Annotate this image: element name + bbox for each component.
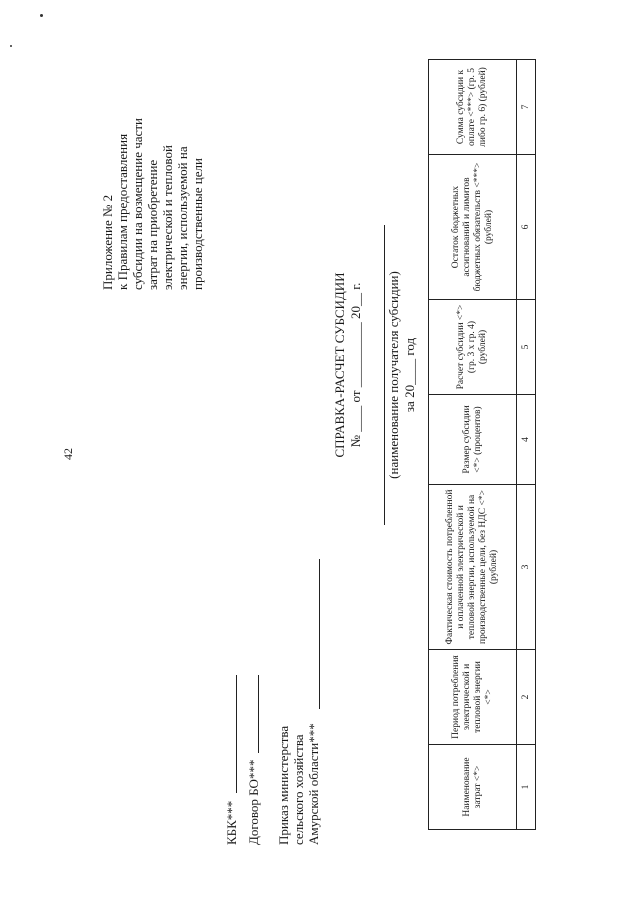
appendix-line: к Правилам предоставления <box>115 133 130 290</box>
order-block <box>276 723 321 845</box>
kbk-underline <box>236 675 237 793</box>
column-number: 6 <box>517 155 536 300</box>
appendix-block <box>100 20 205 290</box>
contract-label: Договор БО*** <box>246 759 261 845</box>
appendix-line: электрической и тепловой <box>160 145 175 290</box>
year-line: за 20____ год <box>402 337 417 413</box>
header-cell: Размер субсидии <*> (процентов) <box>429 395 517 485</box>
subsidy-table <box>428 59 536 830</box>
column-number: 1 <box>517 745 536 830</box>
contract-underline <box>258 675 259 753</box>
recipient-caption: (наименование получателя субсидии) <box>386 271 401 479</box>
header-cell: Наименование затрат <*> <box>429 745 517 830</box>
order-line: Приказ министерства <box>276 725 291 845</box>
appendix-line: затрат на приобретение <box>145 159 160 290</box>
appendix-line: субсидии на возмещение части <box>130 118 145 290</box>
header-cell: Сумма субсидии к оплате <***> (гр. 5 либо гр. 6) (рублей) <box>429 60 517 155</box>
column-number: 7 <box>517 60 536 155</box>
form-title: СПРАВКА-РАСЧЕТ СУБСИДИИ <box>332 272 347 458</box>
column-number: 2 <box>517 650 536 745</box>
form-number-line: № ____ от __________ 20__ г. <box>348 282 363 448</box>
appendix-title: Приложение № 2 <box>100 194 115 290</box>
order-underline <box>319 559 320 709</box>
appendix-line: производственные цели <box>190 158 205 290</box>
kbk-label: КБК*** <box>224 800 239 845</box>
table-header-row <box>429 60 517 830</box>
column-number: 4 <box>517 395 536 485</box>
column-number: 3 <box>517 485 536 650</box>
table-number-row <box>517 60 536 830</box>
page-number: 42 <box>61 448 75 460</box>
order-line: Амурской области*** <box>306 723 321 845</box>
header-cell: Период потребления электрической и тепловой энергии <*> <box>429 650 517 745</box>
header-cell: Фактическая стоимость потребленной и оплаченной электрической и тепловой энергии, используемой на производственные цели, без НДС <*> (рублей) <box>429 485 517 650</box>
appendix-line: энергии, используемой на <box>175 146 190 290</box>
order-line: сельского хозяйства <box>291 734 306 845</box>
header-cell: Остаток бюджетных ассигнований и лимитов бюджетных обязательств <***> (рублей) <box>429 155 517 300</box>
column-number: 5 <box>517 300 536 395</box>
header-cell: Расчет субсидии <*> (гр. 3 x гр. 4) (рублей) <box>429 300 517 395</box>
recipient-underline <box>384 225 385 525</box>
